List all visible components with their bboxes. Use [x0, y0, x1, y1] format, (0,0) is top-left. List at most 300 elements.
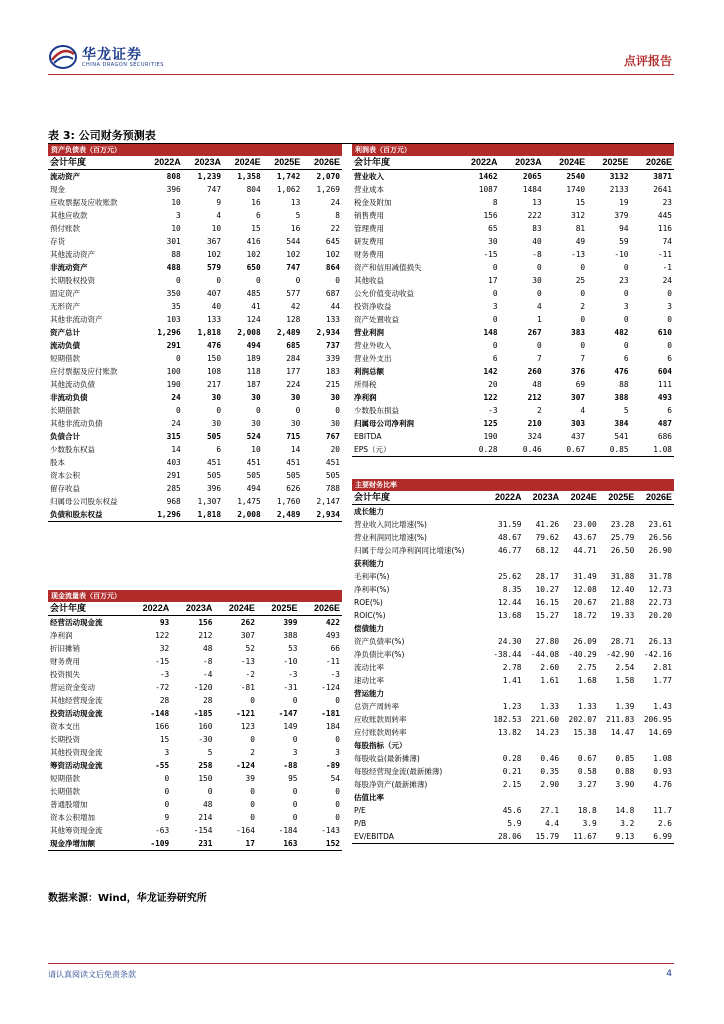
- row-label: 应收票据及应收账款: [50, 198, 118, 207]
- row-value: 0.93: [653, 767, 672, 776]
- row-value: 4.4: [545, 819, 560, 828]
- row-value: 1,358: [237, 172, 261, 181]
- table-row: [48, 326, 342, 339]
- row-value: 16.15: [535, 598, 560, 607]
- row-value: 6.99: [636, 830, 674, 844]
- row-value: 166: [155, 722, 170, 731]
- row-value: 1: [536, 315, 542, 324]
- row-label: EV/EBITDA: [352, 830, 486, 844]
- row-value: 864: [325, 263, 340, 272]
- row-value: [523, 739, 561, 752]
- row-value: 0.67: [544, 443, 587, 457]
- row-label: 净利率(%): [354, 585, 390, 594]
- row-value: 0: [335, 276, 340, 285]
- table-row: [48, 378, 342, 391]
- document-type: 点评报告: [623, 54, 672, 68]
- row-value: 24.30: [498, 637, 522, 646]
- row-value: 4: [580, 406, 586, 415]
- row-value: 0: [667, 315, 672, 324]
- page-header: [0, 0, 724, 75]
- row-value: 968: [166, 497, 181, 506]
- row-value: 451: [206, 458, 222, 467]
- row-value: 0: [492, 263, 498, 272]
- row-value: 25.79: [610, 533, 635, 542]
- row-label: 其他收益: [354, 276, 384, 285]
- row-value: 12.40: [610, 585, 635, 594]
- row-value: 645: [325, 237, 340, 246]
- row-value: 202.07: [568, 715, 597, 724]
- row-value: 10.27: [535, 585, 560, 594]
- table-row: [48, 170, 342, 184]
- row-value: [561, 791, 599, 804]
- row-value: 152: [299, 837, 342, 851]
- row-value: 0: [176, 276, 181, 285]
- row-value: 3.9: [582, 819, 597, 828]
- row-value: 116: [657, 224, 672, 233]
- table-row: [48, 785, 342, 798]
- row-value: 6: [492, 354, 498, 363]
- row-value: 190: [483, 432, 498, 441]
- table-row: [48, 681, 342, 694]
- row-value: 183: [325, 367, 340, 376]
- table-row: [352, 196, 674, 209]
- column-header-year: 2023A: [500, 156, 544, 170]
- row-value: 74: [662, 237, 672, 246]
- row-value: 93: [159, 618, 170, 627]
- column-header-label: 会计年度: [352, 156, 455, 170]
- disclaimer-note: 请认真阅读文后免责条款: [48, 970, 136, 979]
- row-label: 非流动负债: [50, 393, 88, 402]
- row-label: 资本支出: [50, 722, 80, 731]
- row-value: -81: [240, 683, 255, 692]
- row-label: 速动比率: [354, 676, 384, 685]
- row-value: 14: [171, 445, 181, 454]
- row-value: 18.8: [577, 806, 597, 815]
- table-row: [352, 700, 674, 713]
- row-value: 15.79: [523, 830, 561, 844]
- row-value: 1,239: [197, 172, 222, 181]
- row-value: 315: [166, 432, 181, 441]
- table-row: [352, 648, 674, 661]
- table-row: [352, 391, 674, 404]
- row-label: 应付票据及应付账款: [50, 367, 118, 376]
- table-row: [48, 811, 342, 824]
- row-value: -63: [155, 826, 170, 835]
- row-value: 544: [286, 237, 301, 246]
- row-value: 2.81: [653, 663, 672, 672]
- row-value: 383: [571, 328, 586, 337]
- row-value: 2.75: [577, 663, 597, 672]
- row-value: 416: [246, 237, 261, 246]
- row-value: -42.90: [606, 650, 635, 659]
- row-value: -11: [325, 657, 340, 666]
- row-value: 0: [580, 289, 586, 298]
- table-row: [352, 326, 674, 339]
- table-row: [352, 531, 674, 544]
- table-row: [352, 404, 674, 417]
- row-value: 808: [166, 172, 181, 181]
- row-value: 12.73: [648, 585, 672, 594]
- row-value: 1.08: [653, 754, 672, 763]
- row-value: 788: [325, 484, 340, 493]
- row-label: 流动资产: [50, 172, 80, 181]
- table-row: [48, 313, 342, 326]
- row-value: 804: [246, 185, 261, 194]
- row-value: 44: [330, 302, 340, 311]
- row-value: 142: [483, 367, 498, 376]
- row-value: 125: [483, 419, 498, 428]
- row-value: 3: [176, 211, 181, 220]
- row-value: 122: [155, 631, 170, 640]
- row-value: 182.53: [493, 715, 522, 724]
- row-value: 48: [203, 644, 213, 653]
- row-value: 2065: [522, 172, 542, 181]
- row-value: 20.20: [648, 611, 672, 620]
- row-value: 505: [246, 471, 261, 480]
- row-value: 14.23: [535, 728, 560, 737]
- row-label: 筹资活动现金流: [50, 761, 103, 770]
- column-header-label: 会计年度: [48, 602, 128, 616]
- row-value: 95: [288, 774, 298, 783]
- row-value: 2,934: [302, 508, 342, 522]
- row-value: 52: [245, 644, 255, 653]
- row-value: 14.69: [648, 728, 672, 737]
- column-header-year: 2026E: [302, 156, 342, 170]
- table-row: [48, 469, 342, 482]
- row-value: 0: [580, 315, 586, 324]
- row-value: [599, 791, 637, 804]
- row-label: 股本: [50, 458, 65, 467]
- row-value: 1,475: [237, 497, 261, 506]
- row-value: 2.78: [502, 663, 522, 672]
- row-value: 3.27: [577, 780, 597, 789]
- row-value: 1,062: [276, 185, 301, 194]
- row-value: -88: [283, 761, 298, 770]
- row-value: 206.95: [643, 715, 672, 724]
- row-value: 100: [166, 367, 181, 376]
- row-value: 14.47: [610, 728, 635, 737]
- row-label: 资本公积: [50, 471, 80, 480]
- column-header-year: 2023A: [183, 156, 223, 170]
- table-row: [48, 352, 342, 365]
- row-label: 少数股东损益: [354, 406, 399, 415]
- row-value: 215: [325, 380, 340, 389]
- row-value: 0: [492, 289, 498, 298]
- row-value: 81: [575, 224, 586, 233]
- row-value: -120: [193, 683, 213, 692]
- row-value: 505: [286, 471, 301, 480]
- row-value: 0: [250, 787, 255, 796]
- row-value: 18.72: [573, 611, 597, 620]
- row-value: 0.88: [615, 767, 635, 776]
- row-value: 1,818: [197, 328, 222, 337]
- row-value: -15: [155, 657, 170, 666]
- row-value: 214: [198, 813, 213, 822]
- row-value: 0: [623, 341, 629, 350]
- row-value: 13.82: [498, 728, 522, 737]
- table-row: [352, 170, 674, 184]
- table-row: [352, 518, 674, 531]
- row-value: 224: [286, 380, 301, 389]
- row-label: 营运资金变动: [50, 683, 95, 692]
- row-value: 407: [206, 289, 222, 298]
- row-value: 626: [286, 484, 301, 493]
- row-value: 2.60: [540, 663, 560, 672]
- table-row: [48, 746, 342, 759]
- row-value: -4: [203, 670, 213, 679]
- row-value: 222: [527, 211, 542, 220]
- row-value: 42: [290, 302, 301, 311]
- table-title: 表 3: 公司财务预测表: [48, 129, 156, 142]
- row-value: 11.7: [653, 806, 672, 815]
- row-value: 1.39: [615, 702, 635, 711]
- row-value: 28: [159, 696, 170, 705]
- row-label: 营业成本: [354, 185, 384, 194]
- row-value: 30: [488, 237, 498, 246]
- row-value: [636, 791, 674, 804]
- table-row: [48, 824, 342, 837]
- income-statement-panel: [352, 144, 674, 457]
- row-value: 1462: [478, 172, 498, 181]
- row-value: 1.61: [540, 676, 560, 685]
- row-value: 715: [286, 432, 301, 441]
- row-value: 3: [292, 748, 298, 757]
- row-value: 128: [286, 315, 301, 324]
- row-value: 0.85: [587, 443, 630, 457]
- row-label: 净利润: [354, 393, 377, 402]
- row-value: 10: [211, 224, 222, 233]
- row-value: 79.62: [535, 533, 560, 542]
- column-header-year: 2022A: [455, 156, 499, 170]
- row-value: 10: [251, 445, 261, 454]
- row-value: 17: [488, 276, 498, 285]
- row-value: 376: [571, 367, 586, 376]
- row-value: -44.08: [530, 650, 560, 659]
- ratios-table: [352, 491, 674, 844]
- row-value: 4: [216, 211, 222, 220]
- table-row: [48, 629, 342, 642]
- row-value: 2,008: [237, 328, 261, 337]
- row-value: 39: [245, 774, 255, 783]
- income-statement-table: [352, 156, 674, 457]
- row-label: 无形资产: [50, 302, 80, 311]
- data-source-note: 数据来源：Wind，华龙证券研究所: [48, 893, 207, 904]
- row-value: 6: [255, 211, 261, 220]
- row-value: [561, 739, 599, 752]
- row-value: 3: [335, 748, 340, 757]
- row-label: 长期投资: [50, 735, 80, 744]
- row-value: 122: [483, 393, 498, 402]
- row-value: 0: [250, 800, 255, 809]
- row-value: -3: [330, 670, 340, 679]
- row-value: [486, 557, 524, 570]
- page-number: 4: [666, 969, 672, 979]
- row-label: 资产负债率(%): [354, 637, 405, 646]
- table-row: [352, 635, 674, 648]
- balance-sheet-table: [48, 156, 342, 522]
- row-value: 31.78: [648, 572, 672, 581]
- row-value: 260: [527, 367, 542, 376]
- row-value: 541: [614, 432, 629, 441]
- row-label: ROE(%): [354, 598, 383, 607]
- row-value: 66: [330, 644, 340, 653]
- row-value: 2,070: [316, 172, 340, 181]
- row-value: [561, 505, 599, 519]
- column-header-label: 会计年度: [352, 491, 486, 505]
- row-value: 0: [335, 813, 340, 822]
- row-value: 9: [216, 198, 222, 207]
- row-value: [486, 791, 524, 804]
- row-label: P/B: [354, 819, 367, 828]
- row-value: 445: [657, 211, 672, 220]
- row-value: [636, 622, 674, 635]
- table-row: [352, 804, 674, 817]
- row-label: 营业利润: [354, 328, 384, 337]
- row-value: 1484: [522, 185, 542, 194]
- row-value: 15: [575, 198, 586, 207]
- row-value: 210: [527, 419, 542, 428]
- table-row: [352, 378, 674, 391]
- row-value: 1.41: [502, 676, 522, 685]
- row-value: 1.33: [577, 702, 597, 711]
- row-value: 303: [571, 419, 586, 428]
- row-value: [599, 739, 637, 752]
- row-value: 6: [667, 406, 672, 415]
- row-value: 30: [330, 419, 340, 428]
- row-value: 388: [283, 631, 298, 640]
- row-value: 108: [206, 367, 222, 376]
- row-value: 0: [292, 696, 298, 705]
- row-value: 2.90: [540, 780, 560, 789]
- row-value: 13: [532, 198, 542, 207]
- row-value: 3: [623, 302, 629, 311]
- row-value: 291: [166, 341, 181, 350]
- table-row: [352, 596, 674, 609]
- row-value: -11: [657, 250, 672, 259]
- cash-flow-table: [48, 602, 342, 851]
- row-value: 291: [166, 471, 181, 480]
- row-value: 16: [251, 198, 261, 207]
- row-value: 24: [171, 419, 181, 428]
- row-label: 其他应收款: [50, 211, 88, 220]
- row-value: 301: [166, 237, 181, 246]
- row-label: 预付账款: [50, 224, 80, 233]
- row-value: 505: [206, 471, 222, 480]
- row-value: 30: [211, 419, 222, 428]
- row-value: 23: [662, 198, 672, 207]
- row-value: 2,147: [316, 497, 340, 506]
- row-value: 26.90: [648, 546, 672, 555]
- row-value: 0.21: [502, 767, 522, 776]
- row-value: 685: [286, 341, 301, 350]
- row-value: -2: [245, 670, 255, 679]
- row-value: 5.9: [507, 819, 522, 828]
- row-label: 资产处置收益: [354, 315, 399, 324]
- row-label: 其他非流动负债: [50, 419, 103, 428]
- row-value: 1087: [478, 185, 498, 194]
- row-value: 2: [536, 406, 542, 415]
- row-value: 48.67: [498, 533, 522, 542]
- row-value: 2: [250, 748, 255, 757]
- row-value: -121: [236, 709, 255, 718]
- row-value: 493: [325, 631, 340, 640]
- row-value: 1.43: [653, 702, 672, 711]
- row-value: 20: [330, 445, 340, 454]
- column-header-year: 2025E: [599, 491, 637, 505]
- column-header-year: 2024E: [223, 156, 263, 170]
- row-value: 577: [286, 289, 301, 298]
- table-row: [352, 222, 674, 235]
- row-value: 163: [257, 837, 300, 851]
- table-row: [352, 287, 674, 300]
- row-value: 0.46: [540, 754, 560, 763]
- row-value: 133: [206, 315, 222, 324]
- row-value: 190: [166, 380, 181, 389]
- row-value: 13: [290, 198, 301, 207]
- row-value: 0.85: [615, 754, 635, 763]
- row-label: 归属母公司净利润: [354, 419, 414, 428]
- table-row: [352, 352, 674, 365]
- row-value: 123: [240, 722, 255, 731]
- row-value: 23.00: [573, 520, 597, 529]
- row-value: 524: [246, 432, 261, 441]
- table-row: [352, 365, 674, 378]
- table-row: [48, 642, 342, 655]
- row-value: 737: [325, 341, 340, 350]
- row-value: 0.35: [540, 767, 560, 776]
- row-value: 2,934: [316, 328, 340, 337]
- row-value: 22.73: [648, 598, 672, 607]
- row-value: 6: [623, 354, 629, 363]
- row-value: [523, 622, 561, 635]
- row-value: 150: [198, 774, 213, 783]
- row-label: 其他经营现金流: [50, 696, 103, 705]
- row-value: 30: [211, 393, 222, 402]
- row-label: 其他非流动资产: [50, 315, 103, 324]
- row-label: 短期借款: [50, 774, 80, 783]
- row-value: 5: [207, 748, 213, 757]
- table-row: [352, 622, 674, 635]
- row-value: 0: [295, 406, 301, 415]
- row-value: 5: [295, 211, 301, 220]
- row-value: 26.50: [610, 546, 635, 555]
- row-value: -147: [278, 709, 298, 718]
- row-label: 长期借款: [50, 406, 80, 415]
- table-row: [352, 209, 674, 222]
- row-label: 流动比率: [354, 663, 384, 672]
- row-value: 384: [614, 419, 629, 428]
- table-row: [352, 609, 674, 622]
- row-value: 0: [250, 696, 255, 705]
- row-value: 13.68: [498, 611, 522, 620]
- row-label: 每股经营现金流(最新摊薄): [354, 767, 443, 776]
- row-value: [599, 557, 637, 570]
- column-header-year: 2026E: [636, 491, 674, 505]
- row-value: 339: [325, 354, 340, 363]
- row-value: 0: [164, 800, 170, 809]
- row-value: 0: [536, 289, 542, 298]
- table-row: [352, 183, 674, 196]
- table-row: [352, 417, 674, 430]
- row-value: 88: [619, 380, 629, 389]
- row-label: 负债和股东权益: [48, 508, 142, 522]
- row-value: 28.71: [610, 637, 635, 646]
- row-value: 307: [240, 631, 255, 640]
- row-value: 1,742: [276, 172, 301, 181]
- row-value: [486, 687, 524, 700]
- table-row: [48, 482, 342, 495]
- row-value: 1.33: [540, 702, 560, 711]
